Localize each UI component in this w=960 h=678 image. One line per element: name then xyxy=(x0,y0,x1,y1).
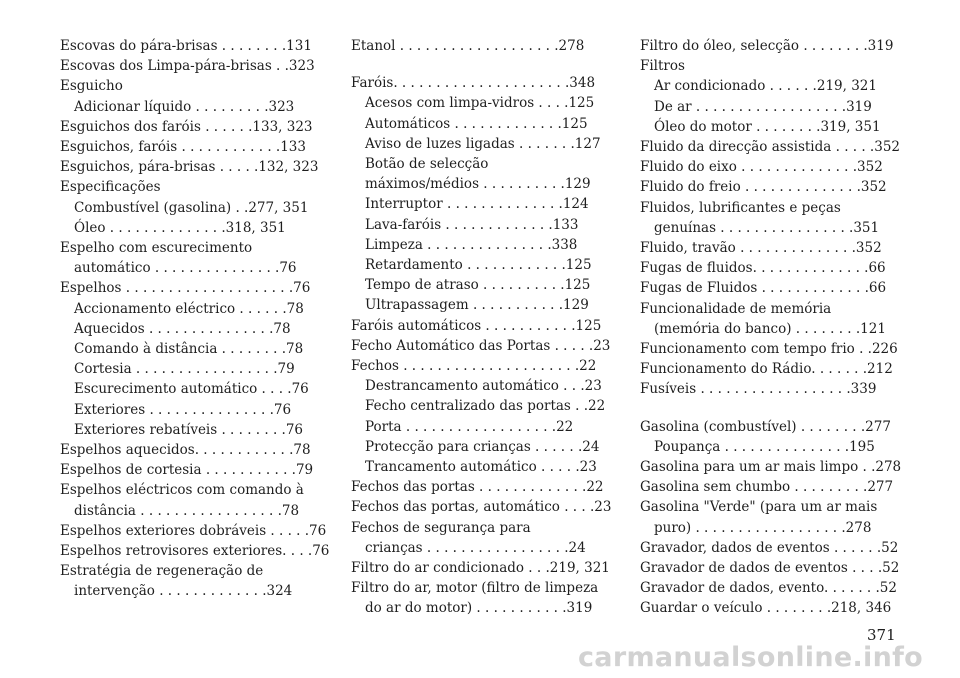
index-subentry: Retardamento . . . . . . . . . . . .125 xyxy=(365,257,592,274)
index-entry: Filtro do ar condicionado . . .219, 321 xyxy=(351,560,610,577)
index-subentry: crianças . . . . . . . . . . . . . . . . .24 xyxy=(365,539,586,556)
index-entry: Gasolina sem chumbo . . . . . . . . .277 xyxy=(640,479,894,496)
index-entry: Funcionamento do Rádio. . . . . . .212 xyxy=(640,361,893,378)
index-entry: Escovas dos Limpa-pára-brisas . .323 xyxy=(60,58,315,75)
index-subentry: Aquecidos . . . . . . . . . . . . . . .78 xyxy=(74,320,291,337)
index-subentry: Escurecimento automático . . . .76 xyxy=(74,381,309,398)
index-subentry: Destrancamento automático . . .23 xyxy=(365,378,602,395)
index-subentry: distância . . . . . . . . . . . . . . . . .78 xyxy=(74,502,300,519)
index-subentry: Limpeza . . . . . . . . . . . . . . .338 xyxy=(365,236,578,253)
index-entry: Espelhos exteriores dobráveis . . . . .76 xyxy=(60,522,327,539)
index-subentry: Aviso de luzes ligadas . . . . . . .127 xyxy=(365,135,601,152)
index-entry: Fluido da direcção assistida . . . . .352 xyxy=(640,139,900,156)
index-subentry: Ultrapassagem . . . . . . . . . . .129 xyxy=(365,297,589,314)
index-subentry: De ar . . . . . . . . . . . . . . . . . .319 xyxy=(654,98,872,115)
index-entry: Gasolina para um ar mais limpo . .278 xyxy=(640,459,902,476)
index-subentry: Lava-faróis . . . . . . . . . . . . .133 xyxy=(365,216,579,233)
index-subentry: Poupança . . . . . . . . . . . . . . .195 xyxy=(654,438,875,455)
index-subentry: Acesos com limpa-vidros . . . .125 xyxy=(365,95,595,112)
index-subentry: do ar do motor) . . . . . . . . . . .319 xyxy=(365,600,593,617)
index-entry: Fechos das portas, automático . . . .23 xyxy=(351,499,612,516)
watermark: carmanualsonline.info xyxy=(578,642,924,673)
index-subentry: Accionamento eléctrico . . . . . .78 xyxy=(74,300,304,317)
index-subentry: Comando à distância . . . . . . . .78 xyxy=(74,341,304,358)
index-subentry: Óleo do motor . . . . . . . .319, 351 xyxy=(654,118,881,135)
index-entry: Esguichos, faróis . . . . . . . . . . . .133 xyxy=(60,139,306,156)
index-entry: Gravador de dados, evento. . . . . . .52 xyxy=(640,580,897,597)
index-subentry: máximos/médios . . . . . . . . . .129 xyxy=(365,176,591,193)
index-entry: Gravador, dados de eventos . . . . . .52 xyxy=(640,539,899,556)
index-entry: Gravador de dados de eventos . . . .52 xyxy=(640,560,900,577)
index-entry: Fusíveis . . . . . . . . . . . . . . . . . .339 xyxy=(640,381,877,398)
index-entry: Espelho com escurecimento xyxy=(60,240,253,257)
index-entry: Espelhos . . . . . . . . . . . . . . . . . . . .76 xyxy=(60,280,311,297)
index-subentry: Óleo . . . . . . . . . . . . . .318, 351 xyxy=(74,219,286,236)
index-entry: Funcionalidade de memória xyxy=(640,300,832,317)
index-entry: Fecho Automático das Portas . . . . .23 xyxy=(351,337,611,354)
index-subentry: Interruptor . . . . . . . . . . . . . .124 xyxy=(365,196,589,213)
index-entry: Fluido do freio . . . . . . . . . . . . . .352 xyxy=(640,179,887,196)
index-subentry: (memória do banco) . . . . . . . .121 xyxy=(654,320,886,337)
index-entry: Esguichos dos faróis . . . . . .133, 323 xyxy=(60,118,313,135)
index-subentry: Porta . . . . . . . . . . . . . . . . . .22 xyxy=(365,418,574,435)
index-subentry: puro) . . . . . . . . . . . . . . . . . .278 xyxy=(654,519,872,536)
index-entry: Guardar o veículo . . . . . . . .218, 346 xyxy=(640,600,892,617)
index-entry: Etanol . . . . . . . . . . . . . . . . . . .278 xyxy=(351,38,585,54)
index-subentry: Combustível (gasolina) . .277, 351 xyxy=(74,199,309,216)
index-subentry: Trancamento automático . . . . .23 xyxy=(365,459,597,476)
index-entry: Escovas do pára-brisas . . . . . . . .131 xyxy=(60,38,312,54)
index-entry: Filtro do ar, motor (filtro de limpeza xyxy=(351,580,599,597)
index-subentry: Botão de selecção xyxy=(365,156,489,173)
index-column-1 xyxy=(60,36,330,602)
index-entry: Gasolina "Verde" (para um ar mais xyxy=(640,499,878,516)
index-subentry: Adicionar líquido . . . . . . . . .323 xyxy=(74,98,295,115)
index-entry: Espelhos de cortesia . . . . . . . . . . .79 xyxy=(60,462,314,479)
index-entry: Fechos das portas . . . . . . . . . . . . .22 xyxy=(351,479,604,496)
index-subentry: automático . . . . . . . . . . . . . . .76 xyxy=(74,260,297,277)
index-entry: Fluido, travão . . . . . . . . . . . . . .352 xyxy=(640,240,882,257)
index-entry: Fluidos, lubrificantes e peças xyxy=(640,199,841,216)
index-entry: Filtros xyxy=(640,58,685,75)
index-entry: Esguicho xyxy=(60,78,123,95)
index-entry: Esguichos, pára-brisas . . . . .132, 323 xyxy=(60,159,319,176)
index-entry: Fluido do eixo . . . . . . . . . . . . . .352 xyxy=(640,159,883,176)
index-entry: Faróis automáticos . . . . . . . . . . .125 xyxy=(351,317,602,334)
index-entry: Estratégia de regeneração de xyxy=(60,563,264,580)
index-subentry: Ar condicionado . . . . . .219, 321 xyxy=(654,78,877,95)
index-entry: Filtro do óleo, selecção . . . . . . . .319 xyxy=(640,38,894,54)
index-entry: Fugas de Fluidos . . . . . . . . . . . . .66 xyxy=(640,280,887,297)
index-subentry: Tempo de atraso . . . . . . . . . .125 xyxy=(365,277,591,294)
page-number: 371 xyxy=(867,626,896,644)
index-entry: Fechos de segurança para xyxy=(351,519,531,536)
index-subentry: Exteriores rebatíveis . . . . . . . .76 xyxy=(74,421,304,438)
index-entry: Fechos . . . . . . . . . . . . . . . . . . . . .22 xyxy=(351,358,597,375)
index-subentry: Cortesia . . . . . . . . . . . . . . . . .79 xyxy=(74,361,295,378)
index-entry: Faróis. . . . . . . . . . . . . . . . . . . . .348 xyxy=(351,75,596,92)
index-entry: Especificações xyxy=(60,179,161,196)
index-subentry: Protecção para crianças . . . . . .24 xyxy=(365,438,600,455)
index-entry: Espelhos eléctricos com comando à xyxy=(60,482,304,499)
index-subentry: Fecho centralizado das portas . .22 xyxy=(365,398,606,415)
index-subentry: intervenção . . . . . . . . . . . . .324 xyxy=(74,583,293,600)
index-entry: Gasolina (combustível) . . . . . . . .277 xyxy=(640,418,891,435)
index-subentry: Automáticos . . . . . . . . . . . . .125 xyxy=(365,115,588,132)
index-entry: Funcionamento com tempo frio . .226 xyxy=(640,341,898,358)
index-entry: Fugas de fluidos. . . . . . . . . . . . . .66 xyxy=(640,260,886,277)
index-subentry: Exteriores . . . . . . . . . . . . . . .76 xyxy=(74,401,292,418)
index-column-3 xyxy=(640,36,902,619)
index-column-2 xyxy=(351,36,612,619)
index-entry: Espelhos retrovisores exteriores. . . .76 xyxy=(60,543,330,560)
index-subentry: genuínas . . . . . . . . . . . . . . . .351 xyxy=(654,219,880,236)
index-entry: Espelhos aquecidos. . . . . . . . . . . .78 xyxy=(60,442,311,459)
